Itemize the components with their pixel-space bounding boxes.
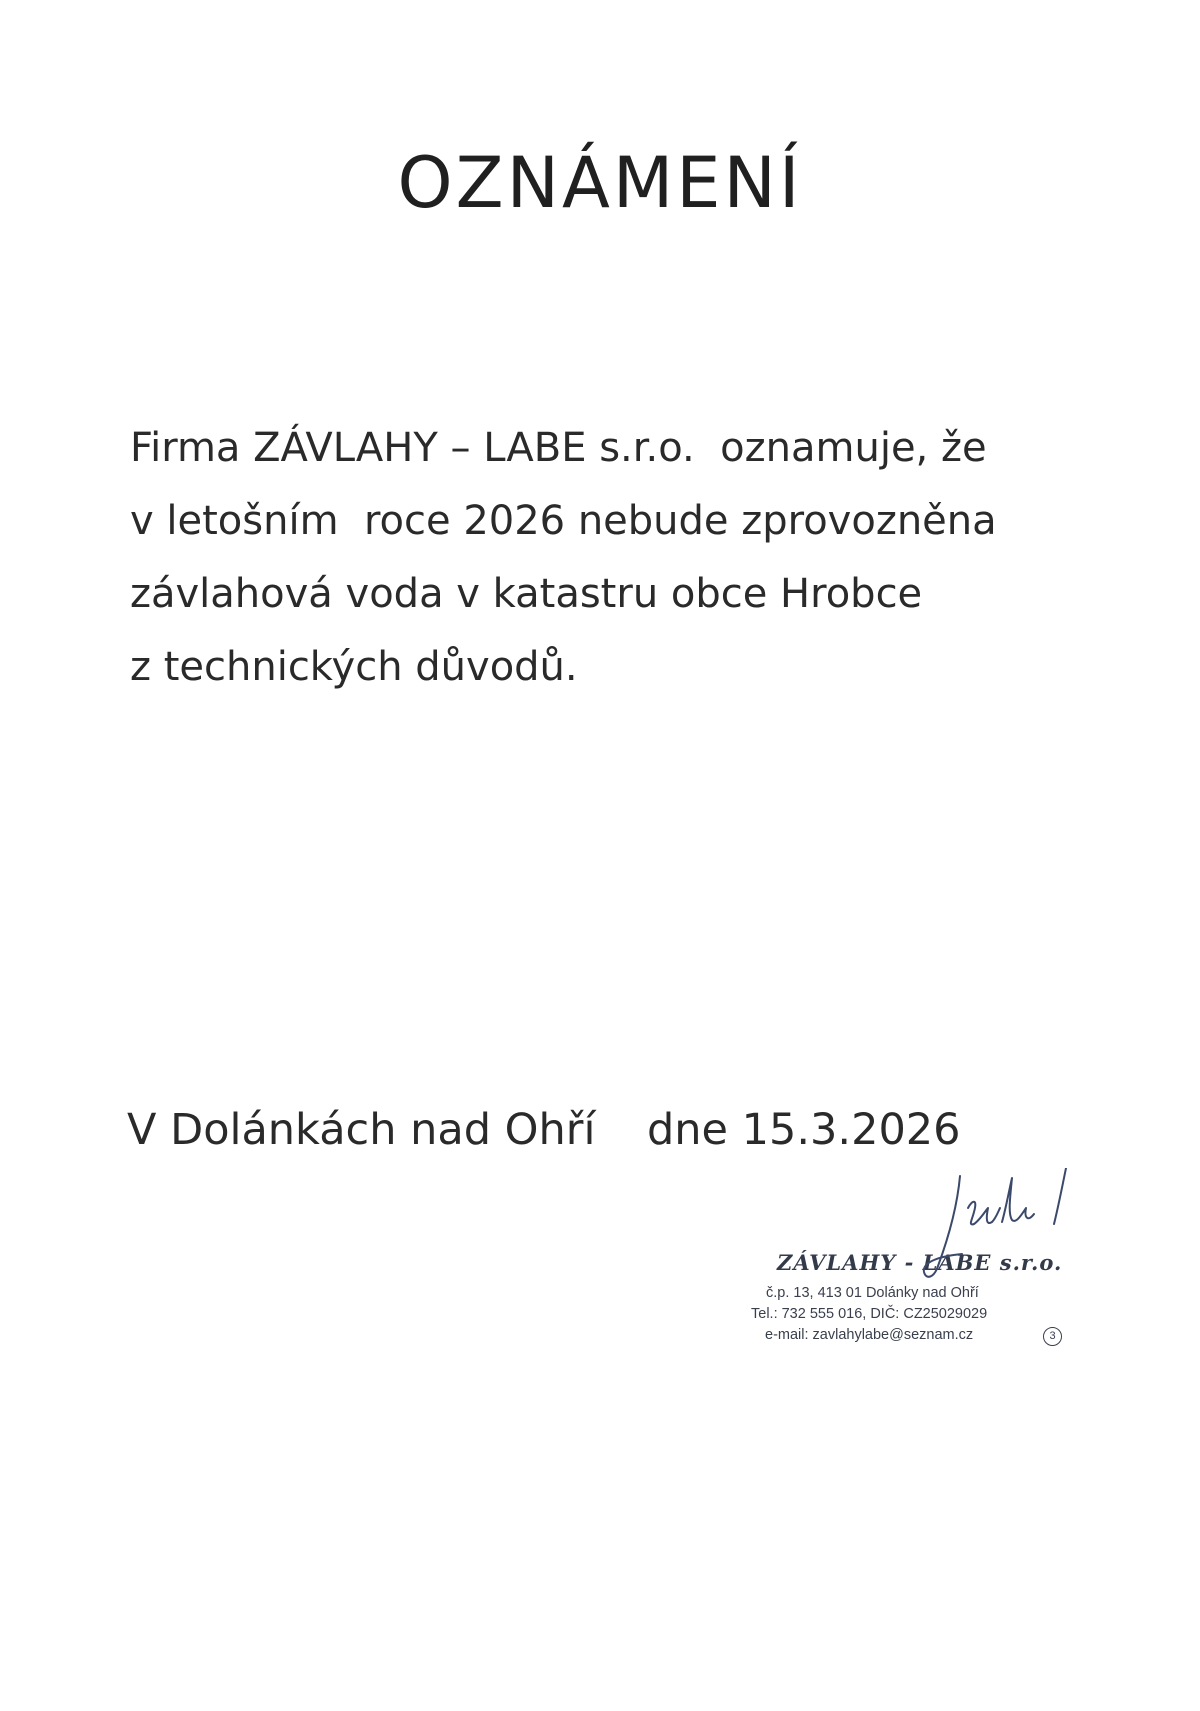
stamp-number-circle: 3 <box>1043 1327 1062 1346</box>
announcement-body <box>130 412 997 704</box>
document-title: OZNÁMENÍ <box>397 142 803 224</box>
stamp-company-name: ZÁVLAHY - LABE s.r.o. <box>777 1250 1063 1275</box>
date-text: dne 15.3.2026 <box>647 1105 961 1155</box>
body-line-1: Firma ZÁVLAHY – LABE s.r.o. oznamuje, že <box>130 425 987 471</box>
body-line-2: v letošním roce 2026 nebude zprovozněna <box>130 498 997 544</box>
handwritten-signature <box>900 1168 1080 1288</box>
body-line-4: z technických důvodů. <box>130 644 578 690</box>
body-line-3: závlahová voda v katastru obce Hrobce <box>130 571 923 617</box>
place-date-line <box>127 1105 961 1155</box>
stamp-address: č.p. 13, 413 01 Dolánky nad Ohří <box>766 1285 979 1301</box>
place-text: V Dolánkách nad Ohří <box>127 1105 596 1155</box>
stamp-contact: Tel.: 732 555 016, DIČ: CZ25029029 <box>751 1306 988 1322</box>
stamp-email: e-mail: zavlahylabe@seznam.cz <box>765 1327 974 1343</box>
